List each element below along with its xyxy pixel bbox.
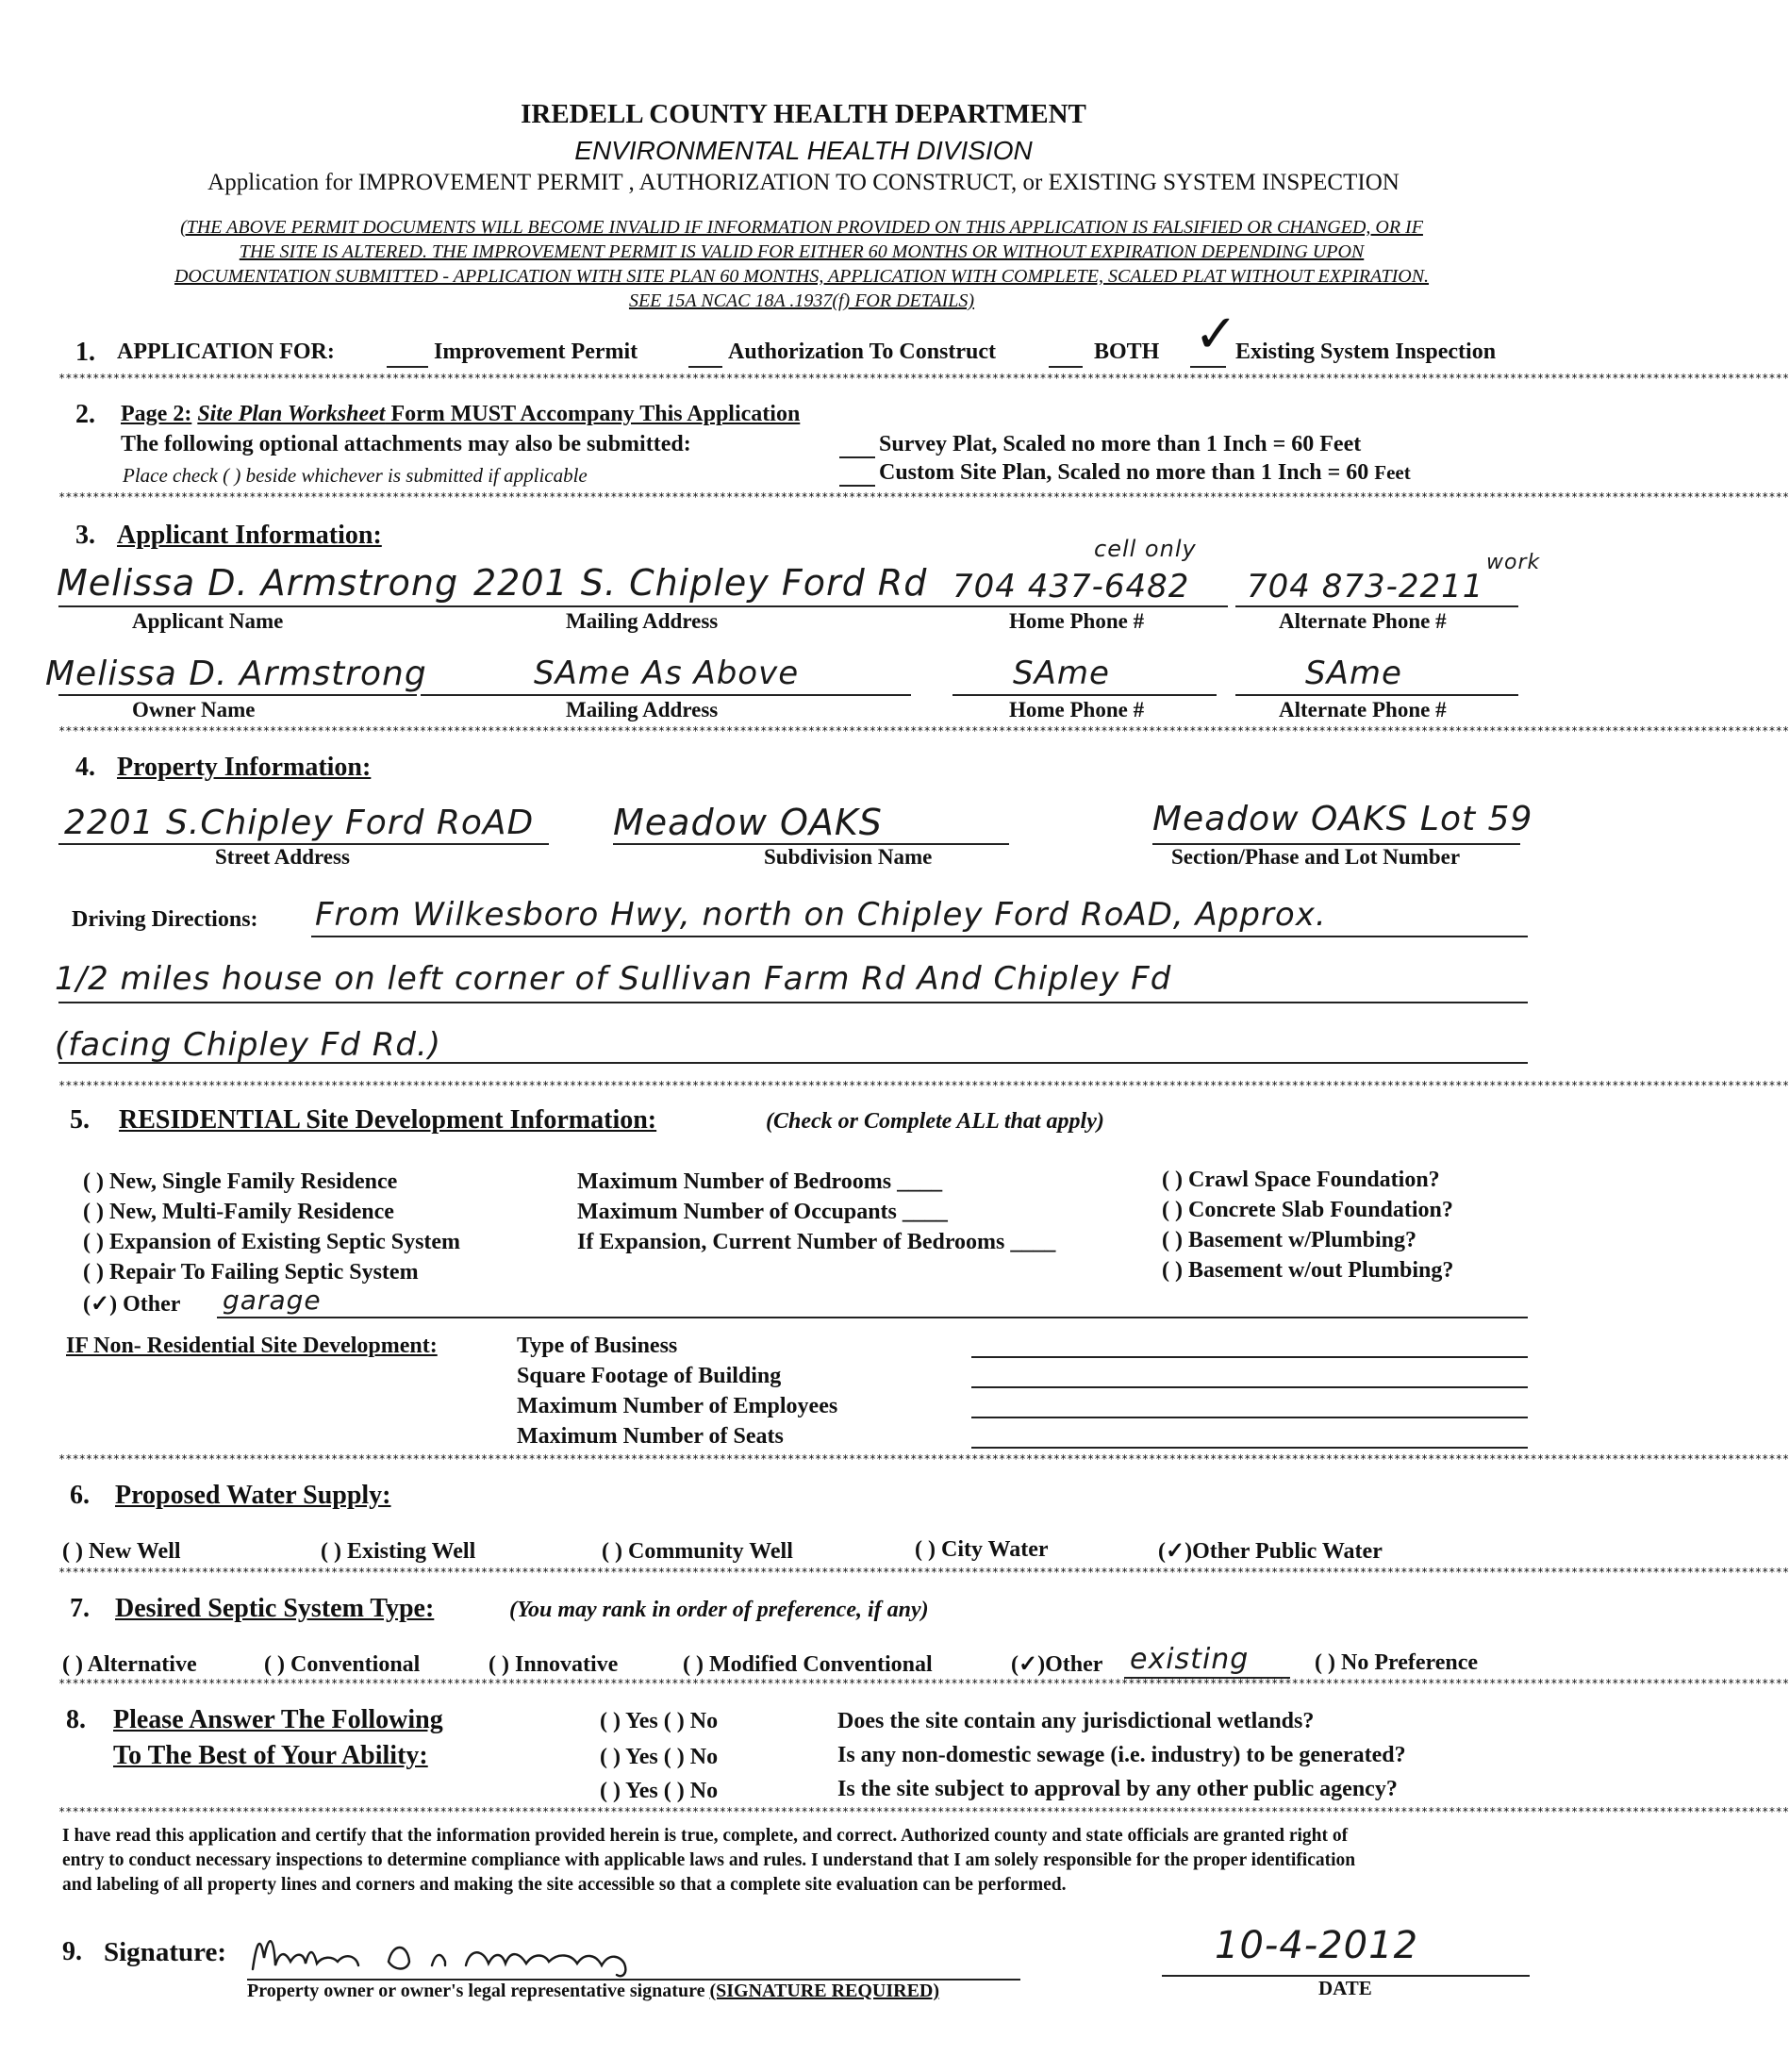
owner-alt-phone-value[interactable]: SAme bbox=[1305, 655, 1402, 692]
form-title: IREDELL COUNTY HEALTH DEPARTMENT bbox=[521, 99, 1086, 129]
lot-number-value[interactable]: Meadow OAKS Lot 59 bbox=[1152, 800, 1533, 838]
page-2-label: Page 2: bbox=[121, 402, 192, 426]
applicant-alt-phone-value[interactable]: 704 873-2211 bbox=[1247, 568, 1484, 605]
form-division: ENVIRONMENTAL HEALTH DIVISION bbox=[574, 136, 1033, 165]
work-note: work bbox=[1486, 551, 1541, 574]
section-5-number: 5. bbox=[70, 1105, 90, 1135]
question-agency: Is the site subject to approval by any other public agency? bbox=[837, 1777, 1398, 1801]
custom-site-plan-option[interactable]: Custom Site Plan, Scaled no more than 1 Inch = 60 bbox=[879, 460, 1375, 485]
directions-line-3[interactable]: (facing Chipley Fd Rd.) bbox=[55, 1026, 441, 1064]
option-existing-system-inspection[interactable]: Existing System Inspection bbox=[1235, 340, 1497, 364]
separator-3: ************************************************************************************************************************************************************************************************************************************************************** bbox=[58, 724, 1789, 738]
option-innovative[interactable]: ( ) Innovative bbox=[489, 1652, 619, 1677]
question-wetlands: Does the site contain any jurisdictional wetlands? bbox=[837, 1709, 1315, 1733]
septic-type-note: (You may rank in order of preference, if any) bbox=[509, 1598, 929, 1622]
place-check-text: Place check ( ) beside whichever is submitted if applicable bbox=[123, 464, 588, 487]
option-modified-conventional[interactable]: ( ) Modified Conventional bbox=[683, 1652, 933, 1677]
applicant-mailing-caption: Mailing Address bbox=[566, 609, 719, 633]
option-improvement-permit[interactable]: Improvement Permit bbox=[434, 340, 638, 364]
owner-name-value[interactable]: Melissa D. Armstrong bbox=[45, 655, 427, 693]
warning-line-2: THE SITE IS ALTERED. THE IMPROVEMENT PERMIT IS VALID FOR EITHER 60 MONTHS OR WITHOUT EXPIRATION DEPENDING UPON bbox=[239, 241, 1365, 262]
option-both[interactable]: BOTH bbox=[1094, 340, 1160, 364]
max-occupants-field[interactable]: Maximum Number of Occupants ____ bbox=[577, 1200, 948, 1224]
applicant-home-phone-caption: Home Phone # bbox=[1009, 609, 1145, 633]
non-residential-label: IF Non- Residential Site Development: bbox=[66, 1334, 438, 1358]
certification-line-2: entry to conduct necessary inspections to determine compliance with applicable laws and rules. I understand that I am solely responsible for the proper identification bbox=[62, 1850, 1356, 1870]
option-alternative[interactable]: ( ) Alternative bbox=[62, 1652, 197, 1677]
property-info-title: Property Information: bbox=[117, 753, 372, 782]
other-residential-value[interactable]: garage bbox=[223, 1285, 322, 1316]
owner-alt-phone-caption: Alternate Phone # bbox=[1279, 698, 1447, 721]
street-address-value[interactable]: 2201 S.Chipley Ford RoAD bbox=[64, 804, 535, 842]
residential-site-title: RESIDENTIAL Site Development Information: bbox=[119, 1105, 657, 1135]
optional-attachments-text: The following optional attachments may also be submitted: bbox=[121, 432, 691, 456]
wetlands-yes-no[interactable]: ( ) Yes ( ) No bbox=[600, 1709, 719, 1733]
owner-name-caption: Owner Name bbox=[132, 698, 256, 721]
max-employees-label: Maximum Number of Employees bbox=[517, 1394, 838, 1418]
separator-2: ************************************************************************************************************************************************************************************************************************************************************** bbox=[58, 490, 1789, 504]
owner-home-phone-caption: Home Phone # bbox=[1009, 698, 1145, 721]
section-4-number: 4. bbox=[75, 753, 95, 782]
option-single-family[interactable]: ( ) New, Single Family Residence bbox=[83, 1169, 398, 1194]
signature-caption: Property owner or owner's legal representative signature bbox=[247, 1981, 710, 2001]
option-repair-septic[interactable]: ( ) Repair To Failing Septic System bbox=[83, 1260, 419, 1285]
lot-number-caption: Section/Phase and Lot Number bbox=[1171, 845, 1461, 869]
section-8-number: 8. bbox=[66, 1705, 86, 1734]
option-new-well[interactable]: ( ) New Well bbox=[62, 1539, 181, 1564]
septic-type-title: Desired Septic System Type: bbox=[115, 1594, 435, 1623]
option-expansion-septic[interactable]: ( ) Expansion of Existing Septic System bbox=[83, 1230, 461, 1254]
driving-directions-label: Driving Directions: bbox=[72, 907, 258, 932]
option-community-well[interactable]: ( ) Community Well bbox=[602, 1539, 793, 1564]
separator-8: ************************************************************************************************************************************************************************************************************************************************************** bbox=[58, 1805, 1789, 1818]
street-address-caption: Street Address bbox=[215, 845, 350, 869]
current-bedrooms-field[interactable]: If Expansion, Current Number of Bedrooms ____ bbox=[577, 1230, 1056, 1254]
directions-line-2[interactable]: 1/2 miles house on left corner of Sullivan Farm Rd And Chipley Fd bbox=[55, 960, 1172, 998]
option-existing-well[interactable]: ( ) Existing Well bbox=[321, 1539, 476, 1564]
warning-line-1: (THE ABOVE PERMIT DOCUMENTS WILL BECOME INVALID IF INFORMATION PROVIDED ON THIS APPLICATION IS FALSIFIED OR CHANGED, OR IF bbox=[180, 217, 1423, 238]
section-6-number: 6. bbox=[70, 1481, 90, 1510]
applicant-alt-phone-caption: Alternate Phone # bbox=[1279, 609, 1447, 633]
custom-site-plan-feet: Feet bbox=[1374, 461, 1411, 484]
option-concrete-slab[interactable]: ( ) Concrete Slab Foundation? bbox=[1162, 1198, 1453, 1222]
form-subtitle: Application for IMPROVEMENT PERMIT , AUTHORIZATION TO CONSTRUCT, or EXISTING SYSTEM INSPECTION bbox=[207, 170, 1400, 195]
certification-line-3: and labeling of all property lines and corners and making the site accessible so that a complete site evaluation can be performed. bbox=[62, 1875, 1067, 1895]
applicant-name-caption: Applicant Name bbox=[132, 609, 284, 633]
section-2-number: 2. bbox=[75, 400, 95, 429]
option-basement-plumbing[interactable]: ( ) Basement w/Plumbing? bbox=[1162, 1228, 1416, 1252]
max-bedrooms-field[interactable]: Maximum Number of Bedrooms ____ bbox=[577, 1169, 943, 1194]
answer-following-title-2: To The Best of Your Ability: bbox=[113, 1741, 428, 1770]
subdivision-value[interactable]: Meadow OAKS bbox=[613, 802, 883, 843]
certification-line-1: I have read this application and certify that the information provided herein is true, complete, and correct. Authorized county and state officials are granted right of bbox=[62, 1826, 1349, 1846]
question-sewage: Is any non-domestic sewage (i.e. industry) to be generated? bbox=[837, 1743, 1406, 1767]
existing-system-checkmark: ✓ bbox=[1194, 304, 1238, 365]
option-other-residential[interactable]: (✓) Other bbox=[83, 1292, 181, 1317]
owner-mailing-caption: Mailing Address bbox=[566, 698, 719, 721]
survey-plat-option[interactable]: Survey Plat, Scaled no more than 1 Inch = 60 Feet bbox=[879, 432, 1362, 456]
option-conventional[interactable]: ( ) Conventional bbox=[264, 1652, 421, 1677]
owner-home-phone-value[interactable]: SAme bbox=[1013, 655, 1110, 692]
max-seats-label: Maximum Number of Seats bbox=[517, 1424, 784, 1449]
option-city-water[interactable]: ( ) City Water bbox=[915, 1537, 1049, 1562]
option-other-septic[interactable]: (✓)Other bbox=[1011, 1652, 1103, 1677]
cell-only-note: cell only bbox=[1094, 536, 1197, 562]
separator-7: ************************************************************************************************************************************************************************************************************************************************************** bbox=[58, 1677, 1789, 1690]
must-accompany-label: Form MUST Accompany This Application bbox=[385, 402, 801, 426]
option-basement-no-plumbing[interactable]: ( ) Basement w/out Plumbing? bbox=[1162, 1258, 1454, 1283]
applicant-name-value[interactable]: Melissa D. Armstrong bbox=[57, 562, 459, 604]
water-supply-title: Proposed Water Supply: bbox=[115, 1481, 391, 1510]
option-other-public-water[interactable]: (✓)Other Public Water bbox=[1158, 1539, 1383, 1564]
warning-line-4: SEE 15A NCAC 18A .1937(f) FOR DETAILS) bbox=[628, 290, 975, 311]
option-no-preference[interactable]: ( ) No Preference bbox=[1315, 1650, 1479, 1675]
section-3-number: 3. bbox=[75, 521, 95, 550]
owner-address-value[interactable]: SAme As Above bbox=[534, 655, 800, 692]
square-footage-label: Square Footage of Building bbox=[517, 1364, 782, 1388]
separator-6: ************************************************************************************************************************************************************************************************************************************************************** bbox=[58, 1566, 1789, 1579]
application-for-label: APPLICATION FOR: bbox=[117, 340, 335, 364]
separator-4: ************************************************************************************************************************************************************************************************************************************************************** bbox=[58, 1079, 1789, 1092]
applicant-address-value[interactable]: 2201 S. Chipley Ford Rd bbox=[473, 562, 928, 604]
warning-line-3: DOCUMENTATION SUBMITTED - APPLICATION WITH SITE PLAN 60 MONTHS, APPLICATION WITH COMPLETE, SCALED PLAT WITHOUT EXPIRATION. bbox=[174, 266, 1430, 287]
other-septic-value[interactable]: existing bbox=[1130, 1643, 1250, 1676]
signature-drawing[interactable] bbox=[247, 1924, 756, 1981]
signature-date-value[interactable]: 10-4-2012 bbox=[1215, 1924, 1419, 1967]
type-of-business-label: Type of Business bbox=[517, 1334, 678, 1358]
separator-5: ************************************************************************************************************************************************************************************************************************************************************** bbox=[58, 1452, 1789, 1466]
section-1-number: 1. bbox=[75, 338, 95, 367]
answer-following-title-1: Please Answer The Following bbox=[113, 1705, 443, 1734]
applicant-home-phone-value[interactable]: 704 437-6482 bbox=[952, 568, 1190, 605]
section-9-number: 9. bbox=[62, 1937, 82, 1966]
applicant-info-title: Applicant Information: bbox=[117, 521, 382, 550]
signature-required: (SIGNATURE REQUIRED) bbox=[709, 1981, 940, 2001]
site-plan-worksheet-label: Site Plan Worksheet bbox=[197, 402, 386, 426]
residential-site-note: (Check or Complete ALL that apply) bbox=[766, 1109, 1104, 1134]
subdivision-caption: Subdivision Name bbox=[764, 845, 933, 869]
sewage-yes-no[interactable]: ( ) Yes ( ) No bbox=[600, 1745, 719, 1769]
signature-label: Signature: bbox=[104, 1937, 226, 1967]
directions-line-1[interactable]: From Wilkesboro Hwy, north on Chipley Ford RoAD, Approx. bbox=[315, 896, 1327, 934]
date-caption: DATE bbox=[1318, 1977, 1372, 1999]
option-crawl-space[interactable]: ( ) Crawl Space Foundation? bbox=[1162, 1168, 1440, 1192]
section-7-number: 7. bbox=[70, 1594, 90, 1623]
agency-yes-no[interactable]: ( ) Yes ( ) No bbox=[600, 1779, 719, 1803]
separator-1: ************************************************************************************************************************************************************************************************************************************************************** bbox=[58, 372, 1789, 385]
option-authorization[interactable]: Authorization To Construct bbox=[728, 340, 997, 364]
option-multi-family[interactable]: ( ) New, Multi-Family Residence bbox=[83, 1200, 394, 1224]
